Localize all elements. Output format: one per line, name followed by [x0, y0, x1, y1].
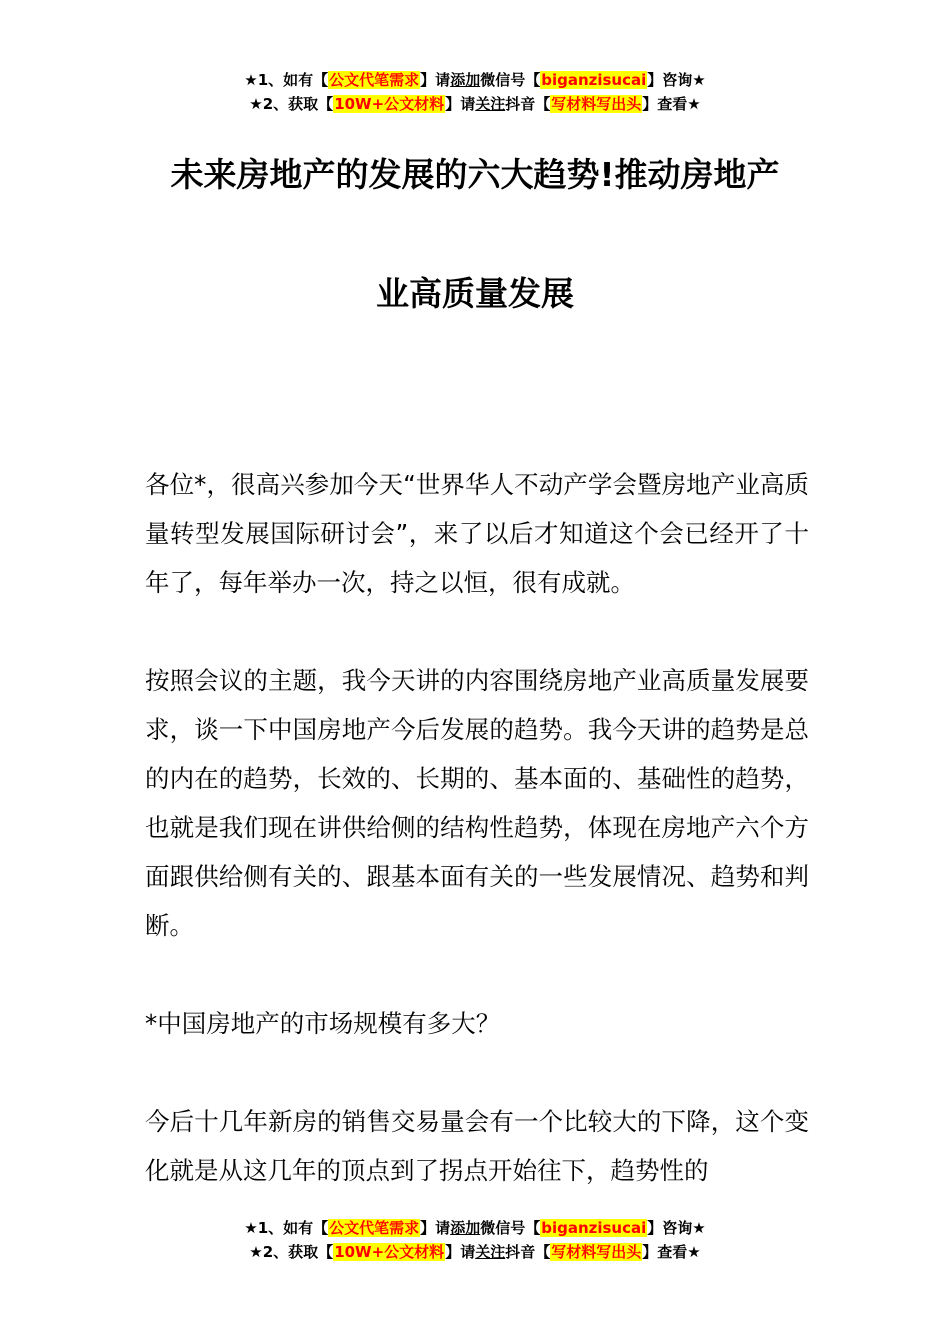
promo-line-1: ★1、如有【公文代笔需求】请添加微信号【biganzisucai】咨询★	[244, 71, 706, 89]
body-paragraph: 各位*，很高兴参加今天“世界华人不动产学会暨房地产业高质量转型发展国际研讨会”，来了以后才知道这个会已经开了十年了，每年举办一次，持之以恒，很有成就。	[145, 470, 809, 597]
promo-highlight: 写材料写出头	[551, 95, 642, 113]
promo-line-2: ★2、获取【10W+公文材料】请关注抖音【写材料写出头】查看★	[249, 1243, 701, 1261]
promo-highlight: biganzisucai	[541, 1219, 647, 1237]
promo-highlight: biganzisucai	[541, 71, 647, 89]
body-paragraph: 今后十几年新房的销售交易量会有一个比较大的下降，这个变化就是从这几年的顶点到了拐点开始往下，趋势性的	[145, 1107, 809, 1185]
promo-highlight: 公文代笔需求	[329, 1219, 420, 1237]
footer-promo-banner	[0, 1216, 950, 1264]
document-title-line-2: 业高质量发展	[376, 274, 574, 313]
section-heading: *中国房地产的市场规模有多大？	[145, 1009, 501, 1038]
promo-highlight: 公文代笔需求	[329, 71, 420, 89]
body-paragraph: 按照会议的主题，我今天讲的内容围绕房地产业高质量发展要求，谈一下中国房地产今后发展的趋势。我今天讲的趋势是总的内在的趋势，长效的、长期的、基本面的、基础性的趋势，也就是我们现在讲供给侧的结构性趋势，体现在房地产六个方面跟供给侧有关的、跟基本面有关的一些发展情况、趋势和判断。	[145, 666, 809, 940]
document-body	[145, 460, 809, 1244]
promo-highlight: 10W+公文材料	[334, 1243, 445, 1261]
promo-highlight: 写材料写出头	[551, 1243, 642, 1261]
document-title-line-1: 未来房地产的发展的六大趋势!推动房地产	[170, 155, 780, 194]
header-promo-banner	[0, 68, 950, 116]
promo-line-1: ★1、如有【公文代笔需求】请添加微信号【biganzisucai】咨询★	[244, 1219, 706, 1237]
promo-highlight: 10W+公文材料	[334, 95, 445, 113]
promo-line-2: ★2、获取【10W+公文材料】请关注抖音【写材料写出头】查看★	[249, 95, 701, 113]
